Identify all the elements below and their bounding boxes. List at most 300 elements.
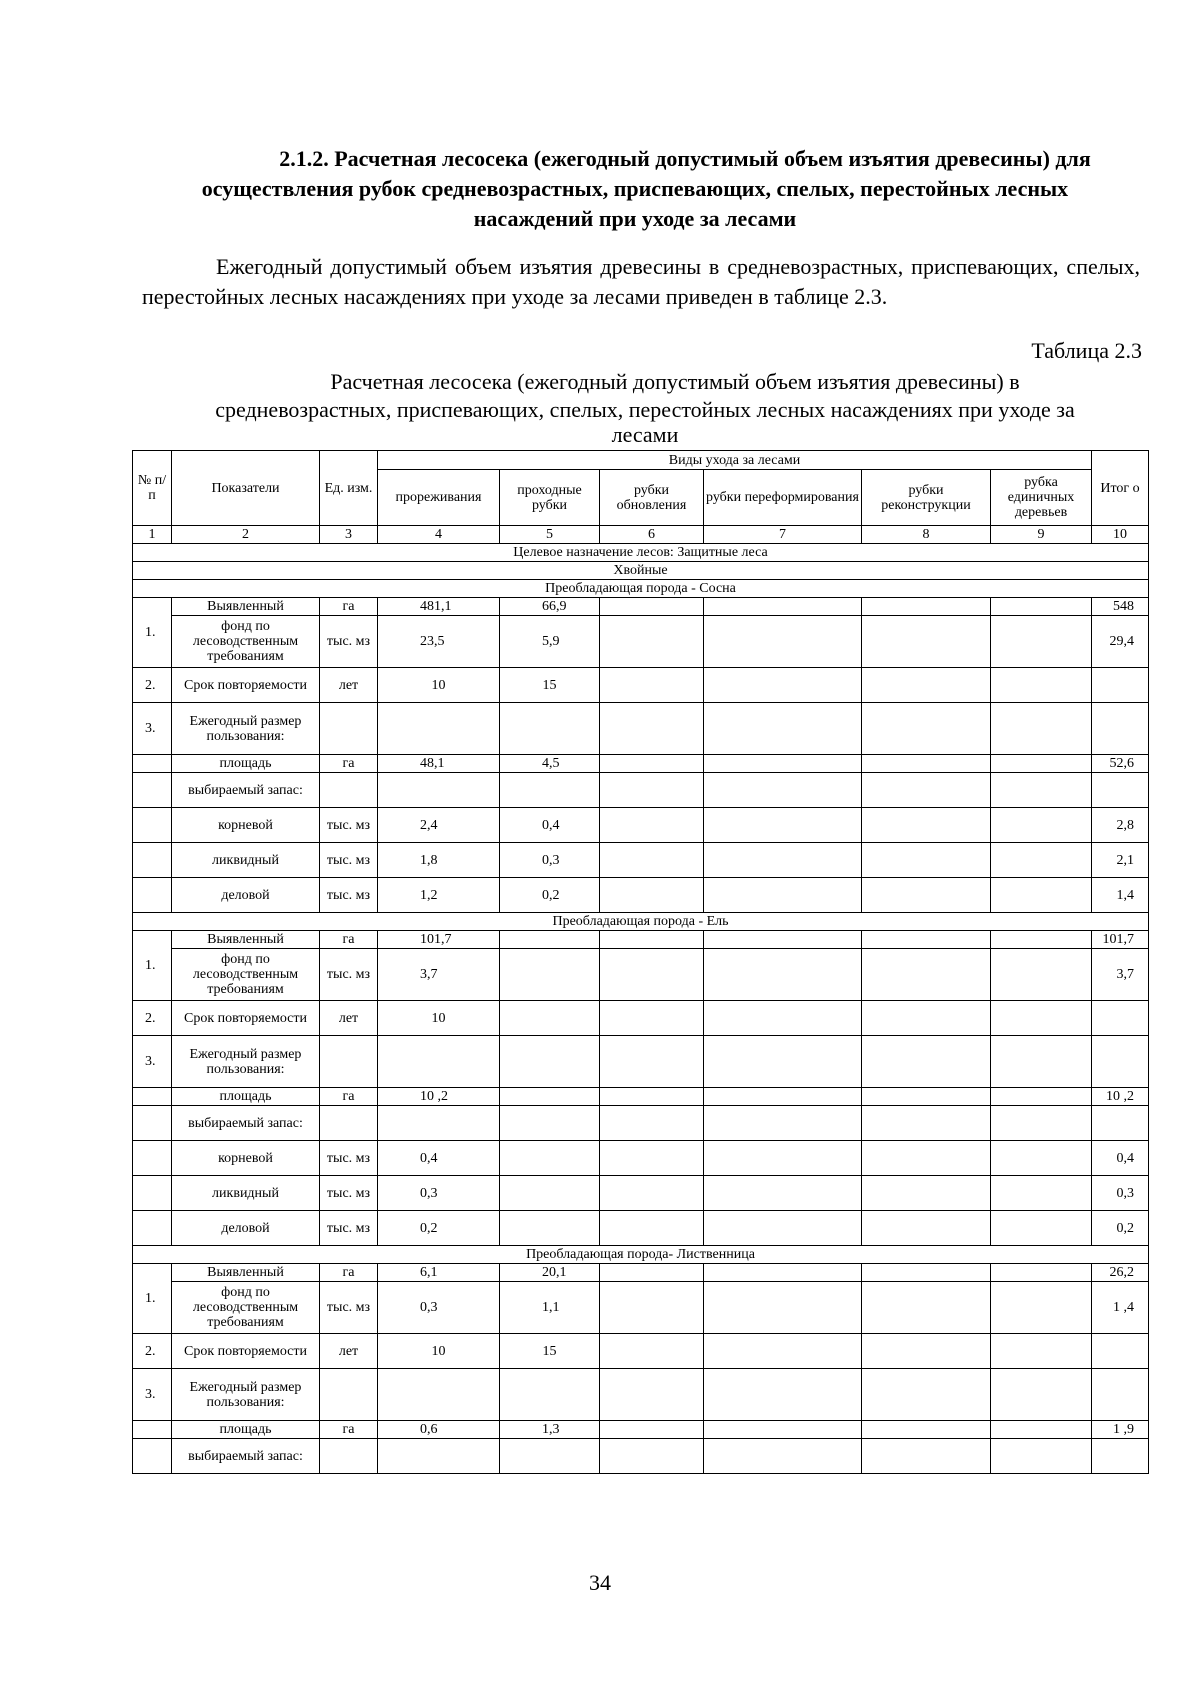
unit-cell: тыс. мз: [320, 616, 378, 668]
table-row: [133, 1334, 1149, 1369]
indicator-cell: ликвидный: [172, 1176, 320, 1211]
total-value: 3,7: [1092, 949, 1149, 1001]
total-value: [1092, 1369, 1149, 1421]
thinning-value: [378, 1439, 500, 1474]
indicator-cell: фонд по лесоводственным требованиям: [172, 949, 320, 1001]
row-number: [133, 755, 172, 773]
row-number: [133, 1088, 172, 1106]
reconstruction-value: [862, 755, 991, 773]
unit-cell: [320, 1369, 378, 1421]
thinning-value: 10: [378, 1334, 500, 1369]
unit-cell: [320, 1439, 378, 1474]
header-single-trees: рубка единичных деревьев: [991, 470, 1092, 526]
indicator-cell: площадь: [172, 1421, 320, 1439]
single-trees-value: [991, 616, 1092, 668]
reconstruction-value: [862, 931, 991, 949]
unit-cell: лет: [320, 668, 378, 703]
reformation-value: [704, 1264, 862, 1282]
row-number: [133, 808, 172, 843]
row-number: 3.: [133, 1369, 172, 1421]
table-row: [133, 1421, 1149, 1439]
pass-cutting-value: 0,4: [500, 808, 600, 843]
thinning-value: 481,1: [378, 598, 500, 616]
unit-cell: тыс. мз: [320, 1141, 378, 1176]
renewal-value: [600, 1106, 704, 1141]
header-indicator: Показатели: [172, 451, 320, 526]
column-number-cell: 3: [320, 526, 378, 544]
thinning-value: [378, 1036, 500, 1088]
single-trees-value: [991, 1088, 1092, 1106]
indicator-cell: площадь: [172, 1088, 320, 1106]
indicator-cell: Срок повторяемости: [172, 1001, 320, 1036]
renewal-value: [600, 1141, 704, 1176]
pass-cutting-value: 15: [500, 1334, 600, 1369]
pass-cutting-value: [500, 1176, 600, 1211]
total-value: [1092, 773, 1149, 808]
pass-cutting-value: 15: [500, 668, 600, 703]
reformation-value: [704, 1088, 862, 1106]
renewal-value: [600, 1211, 704, 1246]
pass-cutting-value: [500, 1088, 600, 1106]
thinning-value: 48,1: [378, 755, 500, 773]
indicator-cell: выбираемый запас:: [172, 1439, 320, 1474]
table-row: [133, 949, 1149, 1001]
renewal-value: [600, 1421, 704, 1439]
reconstruction-value: [862, 1106, 991, 1141]
single-trees-value: [991, 773, 1092, 808]
reformation-value: [704, 878, 862, 913]
column-number-cell: 5: [500, 526, 600, 544]
header-care-types: Виды ухода за лесами: [378, 451, 1092, 470]
single-trees-value: [991, 931, 1092, 949]
intro-paragraph: Ежегодный допустимый объем изъятия древесины в средневозрастных, приспевающих, спелых, перестойных лесных насаждениях при уходе за лесами приведен в таблице 2.3.: [142, 254, 1140, 309]
indicator-cell: Ежегодный размер пользования:: [172, 703, 320, 755]
pass-cutting-value: [500, 931, 600, 949]
single-trees-value: [991, 1369, 1092, 1421]
table-row: [133, 1211, 1149, 1246]
thinning-value: 0,3: [378, 1282, 500, 1334]
unit-cell: [320, 1106, 378, 1141]
header-total: Итог о: [1092, 451, 1149, 526]
reconstruction-value: [862, 808, 991, 843]
reformation-value: [704, 773, 862, 808]
pass-cutting-value: [500, 773, 600, 808]
column-number-cell: 8: [862, 526, 991, 544]
table-row: [133, 616, 1149, 668]
unit-cell: тыс. мз: [320, 843, 378, 878]
reformation-value: [704, 1282, 862, 1334]
row-number: [133, 878, 172, 913]
total-value: 0,4: [1092, 1141, 1149, 1176]
total-value: 2,8: [1092, 808, 1149, 843]
reformation-value: [704, 1439, 862, 1474]
pass-cutting-value: [500, 1001, 600, 1036]
unit-cell: [320, 1036, 378, 1088]
row-number: [133, 1176, 172, 1211]
reconstruction-value: [862, 949, 991, 1001]
total-value: 1 ,9: [1092, 1421, 1149, 1439]
unit-cell: тыс. мз: [320, 1282, 378, 1334]
reconstruction-value: [862, 1369, 991, 1421]
reformation-value: [704, 1176, 862, 1211]
indicator-cell: корневой: [172, 808, 320, 843]
renewal-value: [600, 1001, 704, 1036]
thinning-value: [378, 1369, 500, 1421]
table-row: [133, 1036, 1149, 1088]
single-trees-value: [991, 878, 1092, 913]
reconstruction-value: [862, 598, 991, 616]
thinning-value: 10: [378, 1001, 500, 1036]
table-row: [133, 1088, 1149, 1106]
indicator-cell: выбираемый запас:: [172, 1106, 320, 1141]
total-value: 548: [1092, 598, 1149, 616]
unit-cell: га: [320, 931, 378, 949]
thinning-value: 1,8: [378, 843, 500, 878]
single-trees-value: [991, 755, 1092, 773]
table-row: [133, 773, 1149, 808]
thinning-value: 101,7: [378, 931, 500, 949]
column-number-cell: 4: [378, 526, 500, 544]
row-number: 3.: [133, 703, 172, 755]
table-row: [133, 843, 1149, 878]
single-trees-value: [991, 1421, 1092, 1439]
unit-cell: га: [320, 1421, 378, 1439]
unit-cell: лет: [320, 1001, 378, 1036]
reformation-value: [704, 703, 862, 755]
row-number: [133, 1106, 172, 1141]
renewal-value: [600, 1036, 704, 1088]
reformation-value: [704, 1421, 862, 1439]
header-unit: Ед. изм.: [320, 451, 378, 526]
row-number: [133, 1141, 172, 1176]
reconstruction-value: [862, 1141, 991, 1176]
total-value: [1092, 1334, 1149, 1369]
renewal-value: [600, 1282, 704, 1334]
allowable-cut-table: [132, 450, 1149, 1474]
species-title-row: Преобладающая порода - Ель: [133, 913, 1149, 931]
species-title-row: Преобладающая порода- Лиственница: [133, 1246, 1149, 1264]
reconstruction-value: [862, 843, 991, 878]
table-row: [133, 1141, 1149, 1176]
unit-cell: тыс. мз: [320, 949, 378, 1001]
header-thinning: прореживания: [378, 470, 500, 526]
thinning-value: [378, 1106, 500, 1141]
reformation-value: [704, 843, 862, 878]
renewal-value: [600, 598, 704, 616]
total-value: 0,2: [1092, 1211, 1149, 1246]
table-row: [133, 1264, 1149, 1282]
pass-cutting-value: [500, 1211, 600, 1246]
caption-line-3: лесами: [611, 422, 679, 447]
single-trees-value: [991, 949, 1092, 1001]
single-trees-value: [991, 1106, 1092, 1141]
reformation-value: [704, 1211, 862, 1246]
total-value: [1092, 703, 1149, 755]
renewal-value: [600, 843, 704, 878]
row-number: 2.: [133, 668, 172, 703]
reconstruction-value: [862, 1282, 991, 1334]
column-number-cell: 9: [991, 526, 1092, 544]
column-number-cell: 6: [600, 526, 704, 544]
total-value: 0,3: [1092, 1176, 1149, 1211]
total-value: [1092, 1439, 1149, 1474]
pass-cutting-value: 1,1: [500, 1282, 600, 1334]
table-row: [133, 1439, 1149, 1474]
table-row: [133, 1001, 1149, 1036]
reconstruction-value: [862, 1088, 991, 1106]
pass-cutting-value: [500, 949, 600, 1001]
header-reformation: рубки переформирования: [704, 470, 862, 526]
total-value: [1092, 668, 1149, 703]
page-number: 34: [589, 1570, 611, 1595]
single-trees-value: [991, 1001, 1092, 1036]
table-row: [133, 1282, 1149, 1334]
indicator-cell: Ежегодный размер пользования:: [172, 1369, 320, 1421]
reconstruction-value: [862, 668, 991, 703]
single-trees-value: [991, 1282, 1092, 1334]
single-trees-value: [991, 668, 1092, 703]
thinning-value: 3,7: [378, 949, 500, 1001]
unit-cell: тыс. мз: [320, 1211, 378, 1246]
column-numbers-row: [133, 526, 1149, 544]
indicator-cell: выбираемый запас:: [172, 773, 320, 808]
unit-cell: [320, 773, 378, 808]
single-trees-value: [991, 1036, 1092, 1088]
unit-cell: лет: [320, 1334, 378, 1369]
renewal-value: [600, 703, 704, 755]
pass-cutting-value: 1,3: [500, 1421, 600, 1439]
caption-line-2: средневозрастных, приспевающих, спелых, перестойных лесных насаждениях при уходе за: [215, 397, 1075, 422]
total-value: 29,4: [1092, 616, 1149, 668]
total-value: [1092, 1036, 1149, 1088]
total-value: 10 ,2: [1092, 1088, 1149, 1106]
single-trees-value: [991, 1211, 1092, 1246]
heading-line-3: насаждений при уходе за лесами: [473, 206, 797, 231]
renewal-value: [600, 1088, 704, 1106]
pass-cutting-value: 4,5: [500, 755, 600, 773]
table-row: [133, 1369, 1149, 1421]
unit-cell: га: [320, 755, 378, 773]
reformation-value: [704, 1334, 862, 1369]
unit-cell: га: [320, 1088, 378, 1106]
single-trees-value: [991, 1439, 1092, 1474]
table-row: [133, 703, 1149, 755]
renewal-value: [600, 931, 704, 949]
reconstruction-value: [862, 773, 991, 808]
reconstruction-value: [862, 878, 991, 913]
row-number: 2.: [133, 1334, 172, 1369]
indicator-cell: деловой: [172, 878, 320, 913]
pass-cutting-value: [500, 1036, 600, 1088]
heading-line-1: 2.1.2. Расчетная лесосека (ежегодный допустимый объем изъятия древесины) для: [279, 146, 1091, 171]
reformation-value: [704, 598, 862, 616]
indicator-cell: фонд по лесоводственным требованиям: [172, 1282, 320, 1334]
single-trees-value: [991, 703, 1092, 755]
row-number: 3.: [133, 1036, 172, 1088]
table-row: [133, 1106, 1149, 1141]
reconstruction-value: [862, 1036, 991, 1088]
row-number: [133, 1439, 172, 1474]
renewal-value: [600, 755, 704, 773]
thinning-value: 0,4: [378, 1141, 500, 1176]
unit-cell: тыс. мз: [320, 878, 378, 913]
total-value: 1 ,4: [1092, 1282, 1149, 1334]
species-title-row: Преобладающая порода - Сосна: [133, 580, 1149, 598]
caption-line-1: Расчетная лесосека (ежегодный допустимый объем изъятия древесины) в: [330, 369, 1020, 394]
reconstruction-value: [862, 616, 991, 668]
indicator-cell: площадь: [172, 755, 320, 773]
reformation-value: [704, 931, 862, 949]
total-value: 26,2: [1092, 1264, 1149, 1282]
reconstruction-value: [862, 1001, 991, 1036]
table-row: [133, 598, 1149, 616]
row-number: [133, 843, 172, 878]
reformation-value: [704, 1036, 862, 1088]
total-value: 52,6: [1092, 755, 1149, 773]
reconstruction-value: [862, 1264, 991, 1282]
header-renewal: рубки обновления: [600, 470, 704, 526]
header-pass-cutting: проходные рубки: [500, 470, 600, 526]
thinning-value: 10: [378, 668, 500, 703]
single-trees-value: [991, 808, 1092, 843]
thinning-value: 1,2: [378, 878, 500, 913]
purpose-row: Целевое назначение лесов: Защитные леса: [133, 544, 1149, 562]
renewal-value: [600, 1334, 704, 1369]
pass-cutting-value: [500, 1106, 600, 1141]
row-number: [133, 773, 172, 808]
table-row: [133, 755, 1149, 773]
single-trees-value: [991, 598, 1092, 616]
reformation-value: [704, 1001, 862, 1036]
renewal-value: [600, 1439, 704, 1474]
indicator-cell: фонд по лесоводственным требованиям: [172, 616, 320, 668]
table-row: [133, 931, 1149, 949]
unit-cell: тыс. мз: [320, 1176, 378, 1211]
pass-cutting-value: 66,9: [500, 598, 600, 616]
indicator-cell: Выявленный: [172, 1264, 320, 1282]
reformation-value: [704, 1369, 862, 1421]
single-trees-value: [991, 1334, 1092, 1369]
table-row: [133, 668, 1149, 703]
total-value: 101,7: [1092, 931, 1149, 949]
heading-line-2: осуществления рубок средневозрастных, приспевающих, спелых, перестойных лесных: [201, 176, 1069, 201]
indicator-cell: Ежегодный размер пользования:: [172, 1036, 320, 1088]
header-reconstruction: рубки реконструкции: [862, 470, 991, 526]
thinning-value: 0,2: [378, 1211, 500, 1246]
row-number: [133, 1211, 172, 1246]
reformation-value: [704, 808, 862, 843]
row-number: 1.: [133, 1264, 172, 1334]
renewal-value: [600, 949, 704, 1001]
thinning-value: 0,3: [378, 1176, 500, 1211]
pass-cutting-value: [500, 703, 600, 755]
row-number: [133, 1421, 172, 1439]
renewal-value: [600, 1369, 704, 1421]
table-row: [133, 878, 1149, 913]
total-value: [1092, 1001, 1149, 1036]
single-trees-value: [991, 1176, 1092, 1211]
group-type-row: Хвойные: [133, 562, 1149, 580]
pass-cutting-value: 0,2: [500, 878, 600, 913]
reformation-value: [704, 616, 862, 668]
single-trees-value: [991, 843, 1092, 878]
table-label: Таблица 2.3: [1031, 338, 1142, 363]
single-trees-value: [991, 1264, 1092, 1282]
renewal-value: [600, 878, 704, 913]
indicator-cell: ликвидный: [172, 843, 320, 878]
renewal-value: [600, 773, 704, 808]
indicator-cell: Выявленный: [172, 931, 320, 949]
total-value: [1092, 1106, 1149, 1141]
indicator-cell: корневой: [172, 1141, 320, 1176]
thinning-value: 23,5: [378, 616, 500, 668]
reconstruction-value: [862, 1211, 991, 1246]
thinning-value: [378, 703, 500, 755]
column-number-cell: 7: [704, 526, 862, 544]
reformation-value: [704, 1141, 862, 1176]
pass-cutting-value: [500, 1141, 600, 1176]
pass-cutting-value: 20,1: [500, 1264, 600, 1282]
renewal-value: [600, 1264, 704, 1282]
column-number-cell: 1: [133, 526, 172, 544]
thinning-value: [378, 773, 500, 808]
thinning-value: 0,6: [378, 1421, 500, 1439]
unit-cell: [320, 703, 378, 755]
reconstruction-value: [862, 1439, 991, 1474]
renewal-value: [600, 668, 704, 703]
table-caption: [150, 368, 1140, 446]
single-trees-value: [991, 1141, 1092, 1176]
thinning-value: 6,1: [378, 1264, 500, 1282]
reconstruction-value: [862, 1421, 991, 1439]
reformation-value: [704, 668, 862, 703]
row-number: 1.: [133, 931, 172, 1001]
row-number: 1.: [133, 598, 172, 668]
indicator-cell: Выявленный: [172, 598, 320, 616]
reconstruction-value: [862, 1334, 991, 1369]
thinning-value: 10 ,2: [378, 1088, 500, 1106]
reformation-value: [704, 1106, 862, 1141]
reformation-value: [704, 755, 862, 773]
renewal-value: [600, 616, 704, 668]
table-row: [133, 1176, 1149, 1211]
reformation-value: [704, 949, 862, 1001]
pass-cutting-value: [500, 1439, 600, 1474]
unit-cell: тыс. мз: [320, 808, 378, 843]
indicator-cell: деловой: [172, 1211, 320, 1246]
thinning-value: 2,4: [378, 808, 500, 843]
column-number-cell: 10: [1092, 526, 1149, 544]
reconstruction-value: [862, 1176, 991, 1211]
unit-cell: га: [320, 598, 378, 616]
renewal-value: [600, 808, 704, 843]
pass-cutting-value: 5,9: [500, 616, 600, 668]
renewal-value: [600, 1176, 704, 1211]
total-value: 2,1: [1092, 843, 1149, 878]
reconstruction-value: [862, 703, 991, 755]
total-value: 1,4: [1092, 878, 1149, 913]
table-row: [133, 808, 1149, 843]
section-heading: [130, 144, 1140, 234]
header-num: № п/ п: [133, 451, 172, 526]
pass-cutting-value: 0,3: [500, 843, 600, 878]
row-number: 2.: [133, 1001, 172, 1036]
pass-cutting-value: [500, 1369, 600, 1421]
unit-cell: га: [320, 1264, 378, 1282]
indicator-cell: Срок повторяемости: [172, 668, 320, 703]
indicator-cell: Срок повторяемости: [172, 1334, 320, 1369]
column-number-cell: 2: [172, 526, 320, 544]
